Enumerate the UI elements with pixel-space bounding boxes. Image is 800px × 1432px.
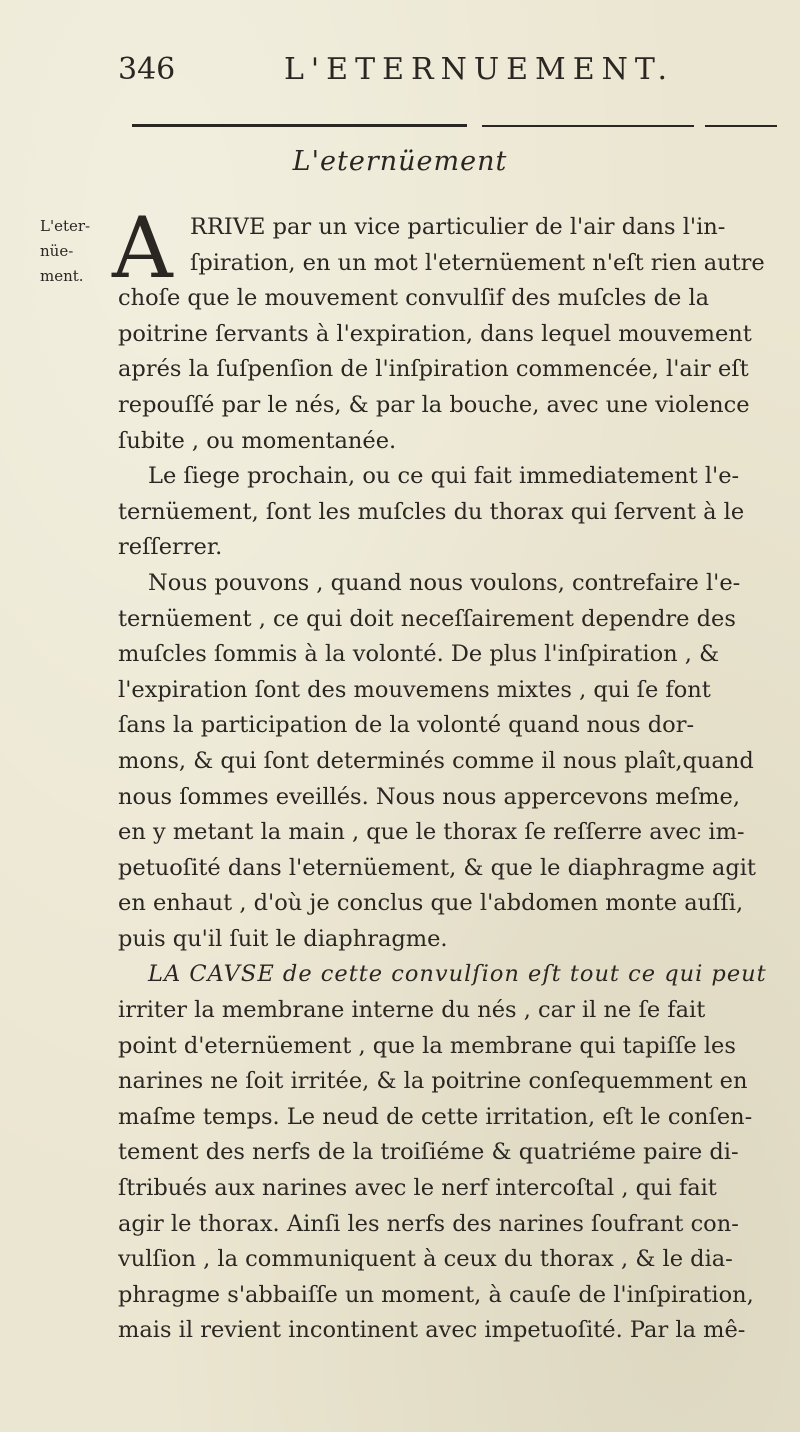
text-line: agir le thorax. Ainſi les nerfs des narines ſoufrant con-	[118, 1210, 739, 1237]
text-line: narines ne ſoit irritée, & la poitrine conſequemment en	[118, 1068, 748, 1095]
text-line: RRIVE par un vice particulier de l'air dans l'in-	[190, 214, 726, 240]
text-line: irriter la membrane interne du nés , car il ne ſe fait	[118, 997, 706, 1024]
running-head: L'ETERNUEMENT.	[284, 52, 675, 87]
text-line: muſcles ſommis à la volonté. De plus l'inſpiration , &	[118, 641, 720, 668]
text-line: LA CAVSE de cette convulſion eſt tout ce qui peut	[148, 961, 767, 988]
text-line: point d'eternüement , que la membrane qui tapiſſe les	[118, 1032, 736, 1059]
header-rule-right	[705, 125, 777, 127]
text-line: vulſion , la communiquent à ceux du thorax , & le dia-	[118, 1246, 733, 1273]
text-line: en y metant la main , que le thorax ſe reſſerre avec im-	[118, 819, 745, 846]
text-line: phragme s'abbaiſſe un moment, à cauſe de l'inſpiration,	[118, 1281, 754, 1308]
text-line: ſubite , ou momentanée.	[118, 427, 397, 454]
text-line: en enhaut , d'où je conclus que l'abdomen monte auſſi,	[118, 890, 744, 917]
text-line: Le ſiege prochain, ou ce qui fait immediatement l'e-	[148, 463, 740, 490]
text-line: maſme temps. Le neud de cette irritation, eſt le conſen-	[118, 1103, 753, 1130]
text-line: ternüement, ſont les muſcles du thorax qui ſervent à le	[118, 498, 745, 525]
text-line: ſpiration, en un mot l'eternüement n'eſt rien autre	[190, 249, 765, 276]
text-line: repouſſé par le nés, & par la bouche, avec une violence	[118, 391, 750, 418]
header-rule-middle	[482, 125, 694, 127]
text-line: mais il revient incontinent avec impetuoſité. Par la mê-	[118, 1317, 746, 1344]
text-line: choſe que le mouvement convulſif des muſcles de la	[118, 285, 710, 312]
margin-note-line: L'eter-	[40, 217, 91, 235]
text-line: ſtribués aux narines avec le nerf intercoſtal , qui fait	[118, 1175, 717, 1202]
margin-note-line: nüe-	[40, 242, 74, 260]
text-line: reſſerrer.	[118, 534, 223, 561]
text-line: ſans la participation de la volonté quand nous dor-	[118, 712, 695, 739]
text-line: nous ſommes eveillés. Nous nous appercevons meſme,	[118, 783, 740, 810]
text-line: aprés la ſuſpenſion de l'inſpiration commencée, l'air eſt	[118, 356, 749, 383]
margin-note-line: ment.	[40, 267, 84, 285]
text-line: l'expiration ſont des mouvemens mixtes , qui ſe font	[118, 676, 711, 703]
text-line: Nous pouvons , quand nous voulons, contrefaire l'e-	[148, 569, 741, 596]
text-line: tement des nerfs de la troiſiéme & quatriéme paire di-	[118, 1139, 739, 1166]
text-line: mons, & qui ſont determinés comme il nous plaît,quand	[118, 747, 754, 774]
body-text	[118, 210, 788, 1349]
drop-cap: A	[112, 199, 173, 297]
margin-note	[40, 214, 104, 289]
text-line: ternüement , ce qui doit neceſſairement dependre des	[118, 605, 736, 632]
text-line: petuoſité dans l'eternüement, & que le diaphragme agit	[118, 854, 756, 881]
header-rule-left	[132, 124, 467, 127]
page-number: 346	[118, 52, 176, 87]
text-line: puis qu'il ſuit le diaphragme.	[118, 925, 448, 952]
section-title: L'eternüement	[292, 146, 508, 177]
text-line: poitrine ſervants à l'expiration, dans lequel mouvement	[118, 320, 752, 347]
